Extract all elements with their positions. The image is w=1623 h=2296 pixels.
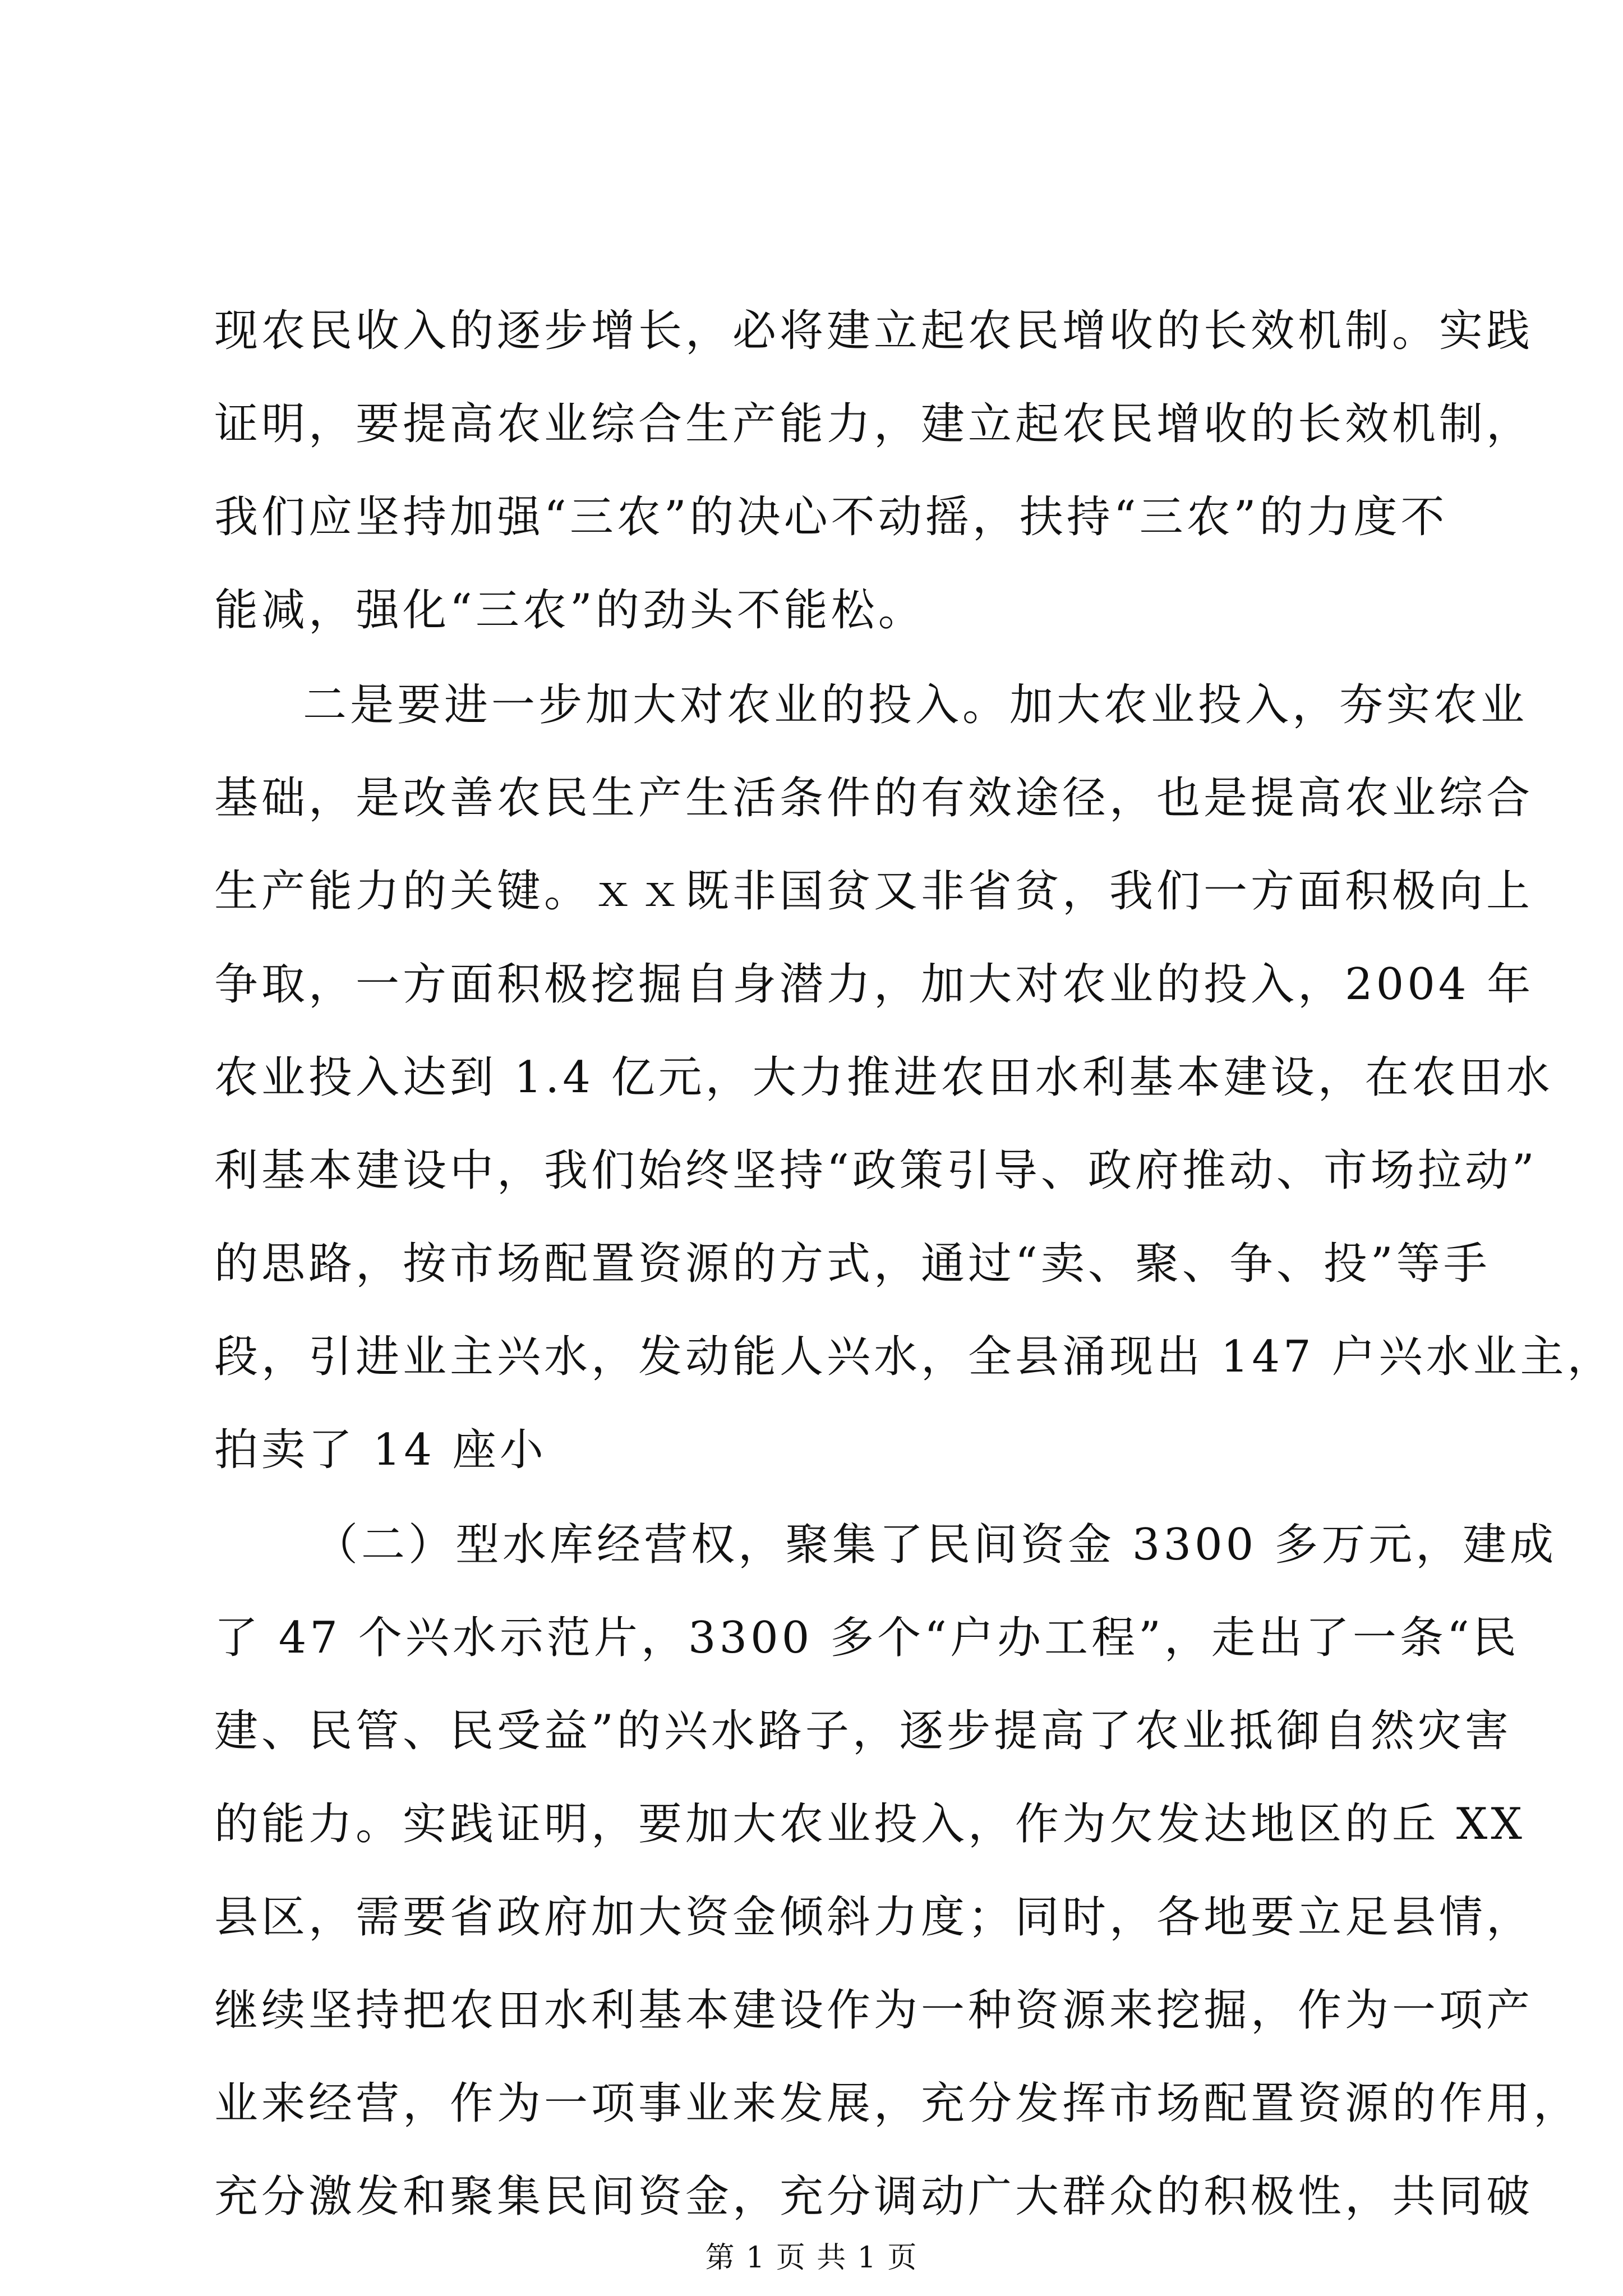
text-line-12: 段，引进业主兴水，发动能人兴水，全县涌现出 147 户兴水业主， (214, 1332, 1615, 1382)
text-line-18: 县区，需要省政府加大资金倾斜力度；同时，各地要立足县情， (214, 1892, 1534, 1943)
text-line-19: 继续坚持把农田水利基本建设作为一种资源来挖掘，作为一项产 (214, 1985, 1534, 2036)
page-footer: 第 1 页 共 1 页 (705, 2241, 918, 2275)
text-line-8: 争取，一方面积极挖掘自身潜力，加大对农业的投入，2004 年 (214, 959, 1534, 1010)
text-line-10: 利基本建设中，我们始终坚持“政策引导、政府推动、市场拉动” (214, 1145, 1538, 1196)
text-line-21: 充分激发和聚集民间资金，充分调动广大群众的积极性，共同破 (214, 2171, 1534, 2222)
text-line-6: 基础，是改善农民生产生活条件的有效途径，也是提高农业综合 (214, 773, 1534, 823)
text-line-5: 二是要进一步加大对农业的投入。加大农业投入，夯实农业 (303, 680, 1528, 730)
text-line-14: （二）型水库经营权，聚集了民间资金 3300 多万元，建成 (314, 1520, 1557, 1570)
text-line-9: 农业投入达到 1.4 亿元，大力推进农田水利基本建设，在农田水 (214, 1052, 1553, 1103)
text-line-3: 我们应坚持加强“三农”的决心不动摇，扶持“三农”的力度不 (214, 492, 1448, 542)
text-line-16: 建、民管、民受益”的兴水路子，逐步提高了农业抵御自然灾害 (214, 1706, 1512, 1756)
text-line-11: 的思路，按市场配置资源的方式，通过“卖、聚、争、投”等手 (214, 1239, 1491, 1289)
text-line-2: 证明，要提高农业综合生产能力，建立起农民增收的长效机制， (214, 399, 1534, 449)
text-line-7: 生产能力的关键。ｘｘ既非国贫又非省贫，我们一方面积极向上 (214, 866, 1534, 917)
text-line-13: 拍卖了 14 座小 (214, 1425, 547, 1475)
text-line-4: 能减，强化“三农”的劲头不能松。 (214, 585, 925, 636)
text-line-1: 现农民收入的逐步增长，必将建立起农民增收的长效机制。实践 (214, 306, 1534, 356)
text-line-15: 了 47 个兴水示范片，3300 多个“户办工程”，走出了一条“民 (214, 1613, 1520, 1663)
text-line-20: 业来经营，作为一项事业来发展，充分发挥市场配置资源的作用， (214, 2078, 1581, 2129)
text-line-17: 的能力。实践证明，要加大农业投入，作为欠发达地区的丘 XX (214, 1799, 1525, 1849)
